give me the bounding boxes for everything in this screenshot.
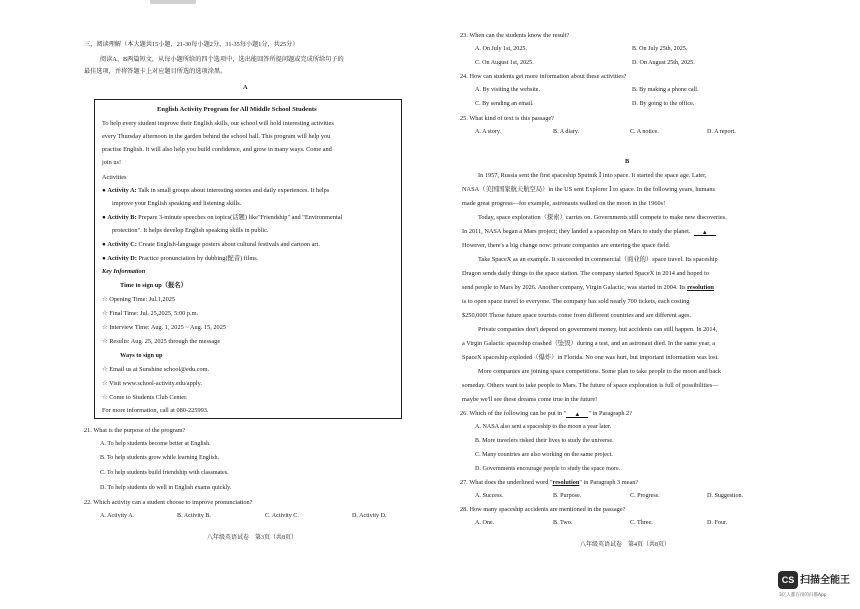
para3-line-with-resolution	[462, 284, 714, 292]
q24-option-d[interactable]: D. By going to the office.	[632, 101, 695, 107]
activity-a: ● Activity A: Talk in small groups about interesting stories and daily experiences. It helps	[102, 187, 330, 194]
scanner-logo-icon: CS	[778, 571, 798, 589]
para5-line: someday. Others want to take people to Mars. The future of space exploration is full of possibilities—	[462, 382, 719, 389]
q27-option-b[interactable]: B. Purpose.	[553, 493, 582, 499]
q27-stem-a: 27. What does the underlined word "	[460, 479, 553, 486]
q26-stem-b: " in Paragraph 2?	[588, 410, 633, 417]
q21-option-c[interactable]: C. To help students build friendship with classmates.	[100, 470, 229, 476]
blank-marker-icon: ▲	[701, 230, 708, 236]
para4-line: Private companies don't depend on government money, but accidents can still happen. In 2014,	[478, 326, 718, 333]
q25-option-a[interactable]: A. A story.	[475, 129, 502, 135]
q26-option-d[interactable]: D. Governments encourage people to study the space more.	[475, 466, 621, 472]
activity-c: ● Activity C: Create English-language posters about cultural festivals and cartoon art.	[102, 241, 320, 248]
q22-option-d[interactable]: D. Activity D.	[352, 513, 387, 519]
q27-option-a[interactable]: A. Success.	[475, 493, 504, 499]
q25-option-c[interactable]: C. A notice.	[630, 129, 659, 135]
activities-label: Activities	[102, 174, 127, 181]
para1-line: In 1957, Russia sent the first spaceship Sputnik Ⅰ into space. It started the space age. Later,	[478, 172, 707, 179]
para2-line: However, there's a big change now: private companies are entering the space field.	[462, 242, 671, 249]
scanner-tagline: 3亿人都在用的扫描App	[779, 593, 827, 598]
activity-a-cont: improve your English speaking and listening skills.	[112, 200, 242, 207]
q26-blank	[566, 411, 588, 418]
activity-d: ● Activity D: Practice pronunciation by dubbing(配音) films.	[102, 255, 259, 262]
q26-option-a[interactable]: A. NASA also sent a spaceship to the moon a year later.	[475, 424, 612, 430]
way-club: ☆ Come to Students Club Center.	[102, 394, 188, 401]
notice-title: English Activity Program for All Middle School Students	[157, 106, 317, 113]
underlined-resolution: resolution	[687, 284, 714, 291]
more-info: For more information, call at 080-225993.	[102, 407, 209, 414]
q25-stem: 25. What kind of text is this passage?	[460, 115, 554, 122]
q22-stem: 22. Which activity can a student choose to improve pronunciation?	[84, 499, 253, 506]
q28-option-d[interactable]: D. Four.	[707, 520, 728, 526]
key-information-heading: Key Information	[102, 268, 146, 275]
para2-line: Today, space exploration（探索）carries on. Governments still compete to make new discoveries.	[478, 214, 727, 221]
q22-option-b[interactable]: B. Activity B.	[177, 513, 211, 519]
q27-stem	[460, 479, 638, 487]
para5-line: More companies are joining space competitions. Some plan to take people to the moon and back	[478, 368, 722, 375]
q25-option-d[interactable]: D. A report.	[707, 129, 736, 135]
q23-option-d[interactable]: D. On August 25th, 2025.	[632, 60, 695, 66]
activity-b-cont: protection". It helps develop English speaking skills in public.	[112, 227, 269, 234]
way-email: ☆ Email us at Sunshine school@edu.com.	[102, 366, 210, 373]
activity-c-text: Create English-language posters about cultural festivals and cartoon art.	[138, 241, 320, 248]
way-email-text: Email us at Sunshine school@edu.com.	[109, 366, 210, 373]
q24-stem: 24. How can students get more information about these activities?	[460, 73, 627, 80]
activity-a-name: Activity A:	[107, 187, 137, 194]
time-final-text: Final Time: Jul. 25,2025, 5:00 p.m.	[109, 310, 199, 317]
way-website: ☆ Visit www.school-activity.edu/apply.	[102, 380, 202, 387]
q23-option-c[interactable]: C. On August 1st, 2025.	[475, 60, 534, 66]
q24-option-b[interactable]: B. By making a phone call.	[632, 87, 699, 93]
time-opening: ☆ Opening Time: Jul.1,2025	[102, 296, 176, 303]
para4-line: SpaceX spaceship exploded（爆炸）in Florida. No one was hurt, but important information was lost.	[462, 354, 719, 361]
activity-c-name: Activity C:	[107, 241, 137, 248]
way-website-text: Visit www.school-activity.edu/apply.	[109, 380, 202, 387]
section-instructions: 阅读A、B两篇短文，从每小题所给的四个选项中，选出能回答所提问题或完成所给句子的	[100, 56, 344, 63]
time-results: ☆ Results: Aug. 25, 2025 through the message	[102, 338, 221, 345]
activity-d-text: Practice pronunciation by dubbing(配音) films.	[138, 255, 259, 262]
q22-option-c[interactable]: C. Activity C.	[265, 513, 299, 519]
notice-intro-line: every Thursday afternoon in the garden behind the school hall. This program will help you	[102, 133, 331, 140]
para2-line-text: In 2011, NASA began a Mars project; they landed a spaceship on Mars to study the planet.	[462, 228, 691, 235]
q26-option-c[interactable]: C. Many countries are also working on the same project.	[475, 452, 613, 458]
time-final: ☆ Final Time: Jul. 25,2025, 5:00 p.m.	[102, 310, 199, 317]
q24-option-a[interactable]: A. By visiting the website.	[475, 87, 540, 93]
page-footer-left: 八年级英语试卷 第3页（共8页）	[207, 535, 298, 541]
time-results-text: Results: Aug. 25, 2025 through the message	[109, 338, 221, 345]
para1-line: made great progress—for example, astronauts walked on the moon in the 1960s!	[462, 200, 666, 207]
q21-stem: 21. What is the purpose of the program?	[84, 427, 186, 434]
q28-option-a[interactable]: A. One.	[475, 520, 495, 526]
q26-option-b[interactable]: B. More travelers risked their lives to study the universe.	[475, 438, 614, 444]
ways-heading: Ways to sign up	[120, 352, 163, 359]
answer-blank	[694, 229, 716, 236]
q26-stem	[460, 410, 632, 418]
notice-intro-line: join us!	[102, 159, 122, 166]
para3-line-text: send people to Mars by 2026. Another company, Virgin Galactic, was started in 2004. Its	[462, 284, 686, 291]
q28-stem: 28. How many spaceship accidents are mentioned in the passage?	[460, 506, 626, 513]
activity-b: ● Activity B: Prepare 3-minute speeches on topics(话题) like"Friendship" and "Environmental	[102, 214, 343, 221]
q27-option-d[interactable]: D. Suggestion.	[707, 493, 744, 499]
notice-intro-line: practise English. It will also help you build confidence, and grow in many ways. Come and	[102, 146, 332, 153]
q27-resolution-word: resolution	[552, 479, 580, 486]
activity-b-name: Activity B:	[107, 214, 137, 221]
q28-option-b[interactable]: B. Two.	[553, 520, 573, 526]
para3-line: Dragon sends daily things to the space station. The company started SpaceX in 2014 and hoped to	[462, 270, 709, 277]
para5-line: maybe we'll see these dreams come true in the future!	[462, 396, 598, 403]
para3-line: $250,000! Those future space tourists come from different countries and are different ages.	[462, 312, 692, 319]
activity-a-text: Talk in small groups about interesting stories and daily experiences. It helps	[138, 187, 330, 194]
activity-b-text: Prepare 3-minute speeches on topics(话题) like"Friendship" and "Environmental	[138, 214, 343, 221]
para3-line: is to open space travel to everyone. The company has sold nearly 700 tickets, each costing	[462, 298, 690, 305]
q25-option-b[interactable]: B. A diary.	[553, 129, 580, 135]
para3-line: Take SpaceX as an example. It succeeded in commercial（商业的）space travel. Its spaceship	[478, 256, 718, 263]
q21-option-b[interactable]: B. To help students grow while learning English.	[100, 455, 220, 461]
section-instructions-2: 最佳选项，并将答题卡上对应题目所选的选项涂黑。	[84, 68, 227, 75]
q21-option-d[interactable]: D. To help students do well in English exams quickly.	[100, 485, 232, 491]
time-interview-text: Interview Time: Aug. 1, 2025 ~ Aug. 15, 2025	[109, 324, 226, 331]
activity-d-name: Activity D:	[107, 255, 137, 262]
time-interview: ☆ Interview Time: Aug. 1, 2025 ~ Aug. 15, 2025	[102, 324, 226, 331]
q23-stem: 23. When can the students know the result?	[460, 32, 570, 39]
q28-option-c[interactable]: C. Three.	[630, 520, 653, 526]
para4-line: a Virgin Galactic spaceship crashed（坠毁）during a test, and an astronaut died. In the same year, a	[462, 340, 716, 347]
passage-a-label: A	[243, 84, 248, 91]
q27-option-c[interactable]: C. Progress.	[630, 493, 660, 499]
q24-option-c[interactable]: C. By sending an email.	[475, 101, 534, 107]
page-footer-right: 八年级英语试卷 第4页（共8页）	[580, 542, 671, 548]
section-header: 三、阅读理解（本大题共15小题，21-30每小题2分，31-35每小题1分，共25分）	[84, 41, 299, 48]
page-top-mark	[150, 0, 196, 4]
q22-option-a[interactable]: A. Activity A.	[100, 513, 135, 519]
q23-option-b[interactable]: B. On July 25th, 2025.	[632, 46, 688, 52]
q27-stem-b: " in Paragraph 3 mean?	[579, 479, 639, 486]
passage-b-label: B	[625, 158, 630, 165]
signup-time-heading: Time to sign up（报名）	[120, 282, 187, 289]
para1-line: NASA（美国国家航天航空局）in the US sent Explorer Ⅰ to space. In the following years, humans	[462, 186, 715, 193]
notice-intro-line: To help every student improve their English skills, our school will hold interesting activities	[102, 120, 334, 127]
para2-line-with-blank	[462, 228, 716, 236]
blank-marker-icon: ▲	[574, 412, 581, 418]
way-club-text: Come to Students Club Center.	[109, 394, 188, 401]
q21-option-a[interactable]: A. To help students become better at English.	[100, 441, 211, 447]
q26-stem-a: 26. Which of the following can be put in "	[460, 410, 567, 417]
scanner-app-name: 扫描全能王	[800, 575, 850, 586]
q23-option-a[interactable]: A. On July 1st, 2025.	[475, 46, 527, 52]
time-opening-text: Opening Time: Jul.1,2025	[109, 296, 176, 303]
